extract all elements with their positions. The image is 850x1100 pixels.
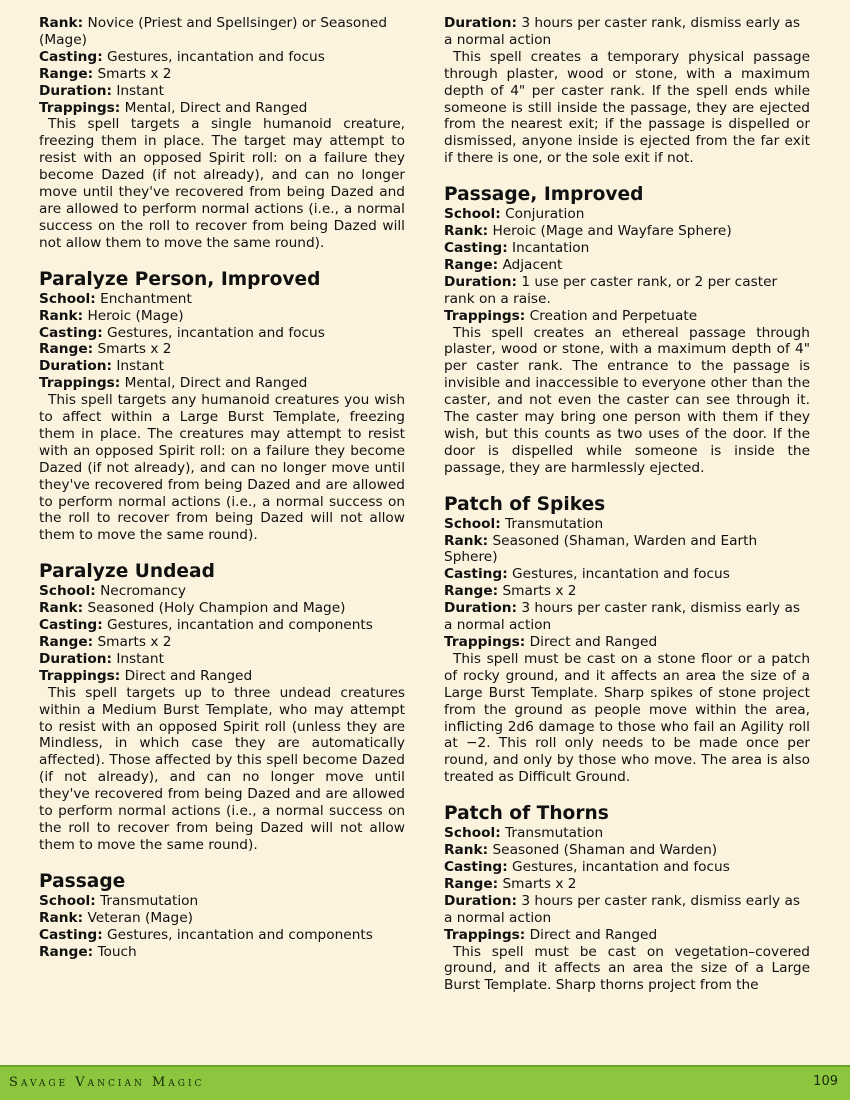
spell-field <box>444 533 810 567</box>
field-label: Duration: <box>444 892 517 909</box>
spell-field <box>39 375 405 392</box>
spell-field <box>444 15 810 49</box>
spell-entry <box>444 15 810 167</box>
spell-field <box>444 583 810 600</box>
spell-field <box>39 651 405 668</box>
spell-field <box>444 240 810 257</box>
spell-field <box>444 308 810 325</box>
spell-field <box>444 274 810 308</box>
field-value: Heroic (Mage) <box>87 307 184 324</box>
field-value: 3 hours per caster rank, dismiss early as a normal action <box>444 892 801 926</box>
spell-field <box>444 825 810 842</box>
field-value: Gestures, incantation and components <box>107 926 373 943</box>
spell-title: Paralyze Undead <box>39 561 215 583</box>
page-number: 109 <box>813 1074 838 1089</box>
field-label: Duration: <box>444 273 517 290</box>
field-value: Gestures, incantation and focus <box>107 48 325 65</box>
spell-field <box>39 49 405 66</box>
field-label: Trappings: <box>444 926 526 943</box>
field-label: Casting: <box>39 617 103 634</box>
field-label: Range: <box>39 634 94 650</box>
spell-description: This spell targets up to three undead creatures within a Medium Burst Template, who may attempt to resist with an opposed Spirit roll (unless they are Mindless, in which case they are automatically affected). Those affected by this spell become Dazed (if not already), and can no longer move until they've recovered from being Dazed and are allowed to perform normal actions (i.e., a normal success on the roll to recover from being Dazed will not allow them to move the same round). <box>39 684 405 853</box>
field-label: Range: <box>39 65 94 82</box>
spell-field <box>39 291 405 308</box>
field-label: Rank: <box>39 307 84 324</box>
field-value: Instant <box>116 358 164 375</box>
field-label: Rank: <box>444 223 489 240</box>
field-label: Casting: <box>39 324 103 341</box>
field-label: Duration: <box>444 600 517 617</box>
spell-entry <box>39 15 405 252</box>
spell-field <box>39 341 405 358</box>
field-value: Seasoned (Shaman and Warden) <box>492 842 718 859</box>
spell-field <box>39 944 405 961</box>
field-label: Casting: <box>39 926 103 943</box>
field-value: Enchantment <box>100 290 192 307</box>
spell-entry <box>39 561 405 854</box>
field-label: School: <box>444 206 501 223</box>
field-label: School: <box>39 892 96 909</box>
spell-field <box>39 893 405 910</box>
field-label: Rank: <box>444 842 489 859</box>
field-label: Range: <box>444 583 499 600</box>
field-label: School: <box>39 290 96 307</box>
spell-title: Passage, Improved <box>444 184 644 206</box>
field-label: Casting: <box>444 858 508 875</box>
field-label: Duration: <box>39 82 112 99</box>
field-label: Rank: <box>39 15 84 31</box>
field-label: Range: <box>39 341 94 358</box>
spell-field <box>39 325 405 342</box>
field-label: Rank: <box>39 909 84 926</box>
field-label: Trappings: <box>39 667 121 684</box>
field-label: Casting: <box>39 48 103 65</box>
spell-description: This spell targets a single humanoid creature, freezing them in place. The target may attempt to resist with an opposed Spirit roll: on a failure they become Dazed (if not already), and can no longer move until they've recovered from being Dazed and are allowed to perform normal actions (i.e., a normal success on the roll to recover from being Dazed will not allow them to move the same round). <box>39 116 405 251</box>
spell-field <box>444 223 810 240</box>
field-label: Trappings: <box>39 99 121 116</box>
spell-field <box>39 358 405 375</box>
field-label: School: <box>444 515 501 532</box>
field-label: School: <box>39 583 96 600</box>
spell-field <box>39 668 405 685</box>
field-value: Smarts x 2 <box>97 65 172 82</box>
field-label: Duration: <box>444 15 517 31</box>
spell-description: This spell creates a temporary physical passage through plaster, wood or stone, with a maximum depth of 4" per caster rank. If the spell ends while someone is still inside the passage, they are ejected from the nearest exit; if the passage is dispelled or dismissed, anyone inside is ejected from the far exit if there is one, or the sole exit if not. <box>444 48 810 167</box>
field-value: Smarts x 2 <box>502 875 577 892</box>
field-value: Necromancy <box>100 583 186 600</box>
field-value: 3 hours per caster rank, dismiss early as a normal action <box>444 600 801 634</box>
spell-entry <box>39 269 405 545</box>
field-value: Heroic (Mage and Wayfare Sphere) <box>492 223 732 240</box>
spell-description: This spell must be cast on a stone floor or a patch of rocky ground, and it affects an area the size of a Large Burst Template. Sharp spikes of stone project from the ground as people move within the area, inflicting 2d6 damage to those who fail an Agility roll at −2. This roll only needs to be made once per round, and only by those who move. The area is also treated as Difficult Ground. <box>444 650 810 786</box>
spell-title: Patch of Spikes <box>444 493 606 515</box>
spell-entry <box>444 184 810 477</box>
field-value: Smarts x 2 <box>97 634 172 650</box>
field-label: Trappings: <box>39 375 121 392</box>
spell-field <box>444 600 810 634</box>
spell-field <box>444 206 810 223</box>
spell-field <box>444 859 810 876</box>
spell-field <box>39 308 405 325</box>
spell-title: Patch of Thorns <box>444 803 609 825</box>
spell-field <box>444 516 810 533</box>
field-value: Novice (Priest and Spellsinger) or Seasoned (Mage) <box>39 15 388 48</box>
field-value: Direct and Ranged <box>529 634 658 650</box>
spell-description: This spell targets any humanoid creatures you wish to affect within a Large Burst Template, freezing them in place. The creatures may attempt to resist with an opposed Spirit roll: on a failure they become Dazed (if not already), and can no longer move until they've recovered from being Dazed and are allowed to perform normal actions (i.e., a normal success on the roll to recover from being Dazed will not allow them to move the same round). <box>39 392 405 544</box>
spell-field <box>39 100 405 117</box>
spell-description: This spell creates an ethereal passage through plaster, wood or stone, with a maximum depth of 4" per caster rank. The entrance to the passage is invisible and inaccessible to everyone other than the caster, and not even the caster can see through it. The caster may bring one person with them if they wish, but this counts as two uses of the door. If the door is dispelled while someone is inside the passage, they are harmlessly ejected. <box>444 324 810 476</box>
spell-field <box>39 927 405 944</box>
field-value: Instant <box>116 82 164 99</box>
spell-field <box>39 66 405 83</box>
book-title: Savage Vancian Magic <box>9 1075 205 1090</box>
field-value: Transmutation <box>505 825 604 842</box>
spell-title: Passage <box>39 870 126 892</box>
left-column <box>39 15 405 960</box>
field-value: Creation and Perpetuate <box>529 307 698 324</box>
field-value: 3 hours per caster rank, dismiss early as a normal action <box>444 15 801 48</box>
field-value: Veteran (Mage) <box>87 909 194 926</box>
field-value: Instant <box>116 650 164 667</box>
spell-title: Paralyze Person, Improved <box>39 268 321 290</box>
field-value: Transmutation <box>505 515 604 532</box>
field-label: Trappings: <box>444 307 526 324</box>
field-value: Gestures, incantation and components <box>107 617 373 634</box>
field-label: Duration: <box>39 650 112 667</box>
field-label: Trappings: <box>444 634 526 650</box>
field-label: Casting: <box>444 239 508 256</box>
field-label: Range: <box>39 943 94 960</box>
field-value: Seasoned (Holy Champion and Mage) <box>87 600 346 617</box>
field-label: Rank: <box>444 532 489 549</box>
page-footer <box>0 1065 850 1100</box>
spell-field <box>444 257 810 274</box>
spell-field <box>444 566 810 583</box>
spell-field <box>444 893 810 927</box>
right-column <box>444 15 810 994</box>
spell-field <box>444 927 810 944</box>
spell-field <box>444 876 810 893</box>
field-label: Range: <box>444 256 499 273</box>
spell-field <box>39 600 405 617</box>
field-value: Direct and Ranged <box>124 667 253 684</box>
field-value: 1 use per caster rank, or 2 per caster rank on a raise. <box>444 273 778 307</box>
field-label: Range: <box>444 875 499 892</box>
field-value: Seasoned (Shaman, Warden and Earth Sphere) <box>444 532 758 566</box>
spell-field <box>39 617 405 634</box>
field-label: Casting: <box>444 566 508 583</box>
field-value: Smarts x 2 <box>97 341 172 358</box>
spell-field <box>444 842 810 859</box>
field-value: Gestures, incantation and focus <box>512 566 730 583</box>
field-value: Adjacent <box>502 256 563 273</box>
spell-field <box>444 634 810 651</box>
field-value: Conjuration <box>505 206 585 223</box>
spell-field <box>39 910 405 927</box>
field-value: Direct and Ranged <box>529 926 658 943</box>
field-value: Gestures, incantation and focus <box>107 324 325 341</box>
field-value: Gestures, incantation and focus <box>512 858 730 875</box>
spell-entry <box>39 871 405 961</box>
field-value: Touch <box>97 943 137 960</box>
spell-field <box>39 634 405 651</box>
field-value: Mental, Direct and Ranged <box>124 99 308 116</box>
spell-entry <box>444 803 810 994</box>
field-value: Mental, Direct and Ranged <box>124 375 308 392</box>
field-value: Smarts x 2 <box>502 583 577 600</box>
spell-entry <box>444 494 810 787</box>
field-value: Transmutation <box>100 892 199 909</box>
field-label: Duration: <box>39 358 112 375</box>
spell-field <box>39 15 405 49</box>
spell-field <box>39 583 405 600</box>
field-label: School: <box>444 825 501 842</box>
spell-field <box>39 83 405 100</box>
field-value: Incantation <box>512 239 590 256</box>
field-label: Rank: <box>39 600 84 617</box>
spell-description: This spell must be cast on vegetation–covered ground, and it affects an area the size of a Large Burst Template. Sharp thorns project from the <box>444 943 810 994</box>
